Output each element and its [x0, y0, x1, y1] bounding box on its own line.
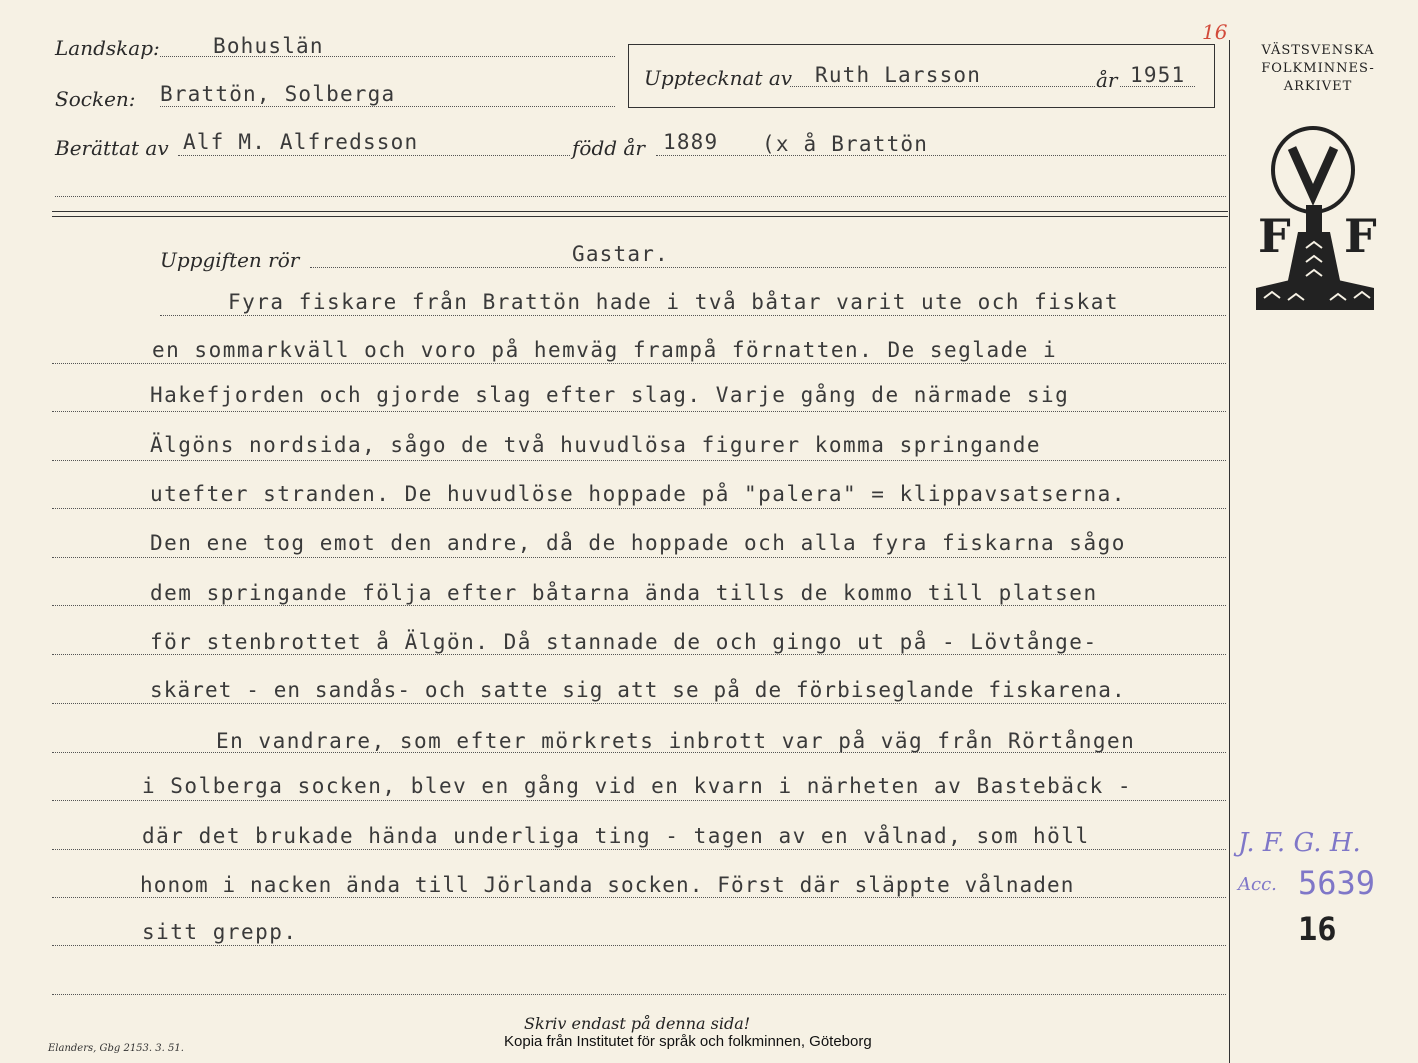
- socken-label: Socken:: [55, 87, 136, 111]
- footer-copy-note: Kopia från Institutet för språk och folkminnen, Göteborg: [504, 1033, 872, 1050]
- body-line-3: Hakefjorden och gjorde slag efter slag. Varje gång de närmade sig: [150, 383, 1070, 407]
- ruled-line: [52, 654, 1226, 655]
- ruled-line: [52, 460, 1226, 461]
- header-rule-top: [52, 211, 1228, 212]
- ruled-line: [52, 508, 1226, 509]
- subject-label: Uppgiften rör: [160, 248, 300, 272]
- ruled-line: [52, 897, 1226, 898]
- berattat-label: Berättat av: [55, 136, 169, 160]
- archive-line-3: ARKIVET: [1283, 79, 1353, 94]
- margin-rule: [1229, 40, 1230, 1063]
- ruled-line: [52, 605, 1226, 606]
- body-line-14: sitt grepp.: [142, 920, 298, 944]
- body-line-11: i Solberga socken, blev en gång vid en kvarn i närheten av Bastebäck -: [142, 774, 1133, 798]
- fodd-value: 1889: [663, 130, 719, 154]
- ruled-line: [52, 703, 1226, 704]
- vff-hammer-logo-icon: [1250, 120, 1390, 320]
- body-line-10: En vandrare, som efter mörkrets inbrott var på väg från Rörtången: [216, 729, 1136, 753]
- ruled-line: [52, 945, 1226, 946]
- body-line-13: honom i nacken ända till Jörlanda socken. Först där släppte vålnaden: [140, 873, 1075, 897]
- svg-text:F: F: [1258, 209, 1291, 263]
- landskap-label: Landskap:: [55, 36, 160, 60]
- ruled-line: [52, 800, 1226, 801]
- landskap-value: Bohuslän: [213, 34, 324, 58]
- ar-label: år: [1096, 68, 1118, 92]
- svg-text:F: F: [1344, 209, 1377, 263]
- stamp-acc-number: 5639: [1298, 864, 1376, 902]
- footer-instruction: Skriv endast på denna sida!: [524, 1014, 751, 1033]
- header-rule-bottom: [52, 216, 1228, 217]
- body-line-8: för stenbrottet å Älgön. Då stannade de och gingo ut på - Lövtånge-: [150, 630, 1098, 654]
- body-line-6: Den ene tog emot den andre, då de hoppade och alla fyra fiskarna sågo: [150, 531, 1126, 555]
- fodd-extra: (x å Brattön: [762, 132, 929, 156]
- ruled-line: [52, 363, 1226, 364]
- ruled-line: [52, 849, 1226, 850]
- body-line-9: skäret - en sandås- och satte sig att se på de förbiseglande fiskarena.: [150, 678, 1126, 702]
- body-line-7: dem springande följa efter båtarna ända tills de kommo till platsen: [150, 581, 1098, 605]
- archive-line-2: FOLKMINNES-: [1261, 61, 1375, 76]
- berattat-value: Alf M. Alfredsson: [183, 130, 419, 154]
- body-line-4: Älgöns nordsida, sågo de två huvudlösa figurer komma springande: [150, 433, 1042, 457]
- body-line-2: en sommarkväll och voro på hemväg frampå förnatten. De seglade i: [152, 338, 1058, 362]
- ruled-line: [52, 557, 1226, 558]
- fodd-line: [656, 155, 1226, 156]
- archive-line-1: VÄSTSVENSKA: [1261, 43, 1375, 58]
- upptecknat-value: Ruth Larsson: [815, 63, 982, 87]
- archive-name: [1243, 42, 1393, 96]
- footer-printer: Elanders, Gbg 2153. 3. 51.: [48, 1043, 184, 1054]
- body-line-1: Fyra fiskare från Brattön hade i två båtar varit ute och fiskat: [228, 290, 1120, 314]
- fodd-label: född år: [572, 136, 645, 160]
- socken-value: Brattön, Solberga: [160, 82, 396, 106]
- upptecknat-label: Upptecknat av: [644, 66, 793, 90]
- stamp-number: 16: [1298, 910, 1337, 948]
- body-line-12: där det brukade hända underliga ting - tagen av en vålnad, som höll: [142, 824, 1090, 848]
- body-line-5: utefter stranden. De huvudlöse hoppade på "palera" = klippavsatserna.: [150, 482, 1126, 506]
- berattat-line: [178, 155, 570, 156]
- page-mark: 16: [1202, 20, 1228, 44]
- socken-line: [160, 106, 615, 107]
- header-extra-line: [55, 196, 1226, 197]
- stamp-initials: J. F. G. H.: [1238, 828, 1361, 858]
- ruled-line: [160, 315, 1226, 316]
- ruled-line: [52, 411, 1226, 412]
- subject-line: [310, 267, 1226, 268]
- stamp-acc-label: Acc.: [1238, 874, 1277, 895]
- ruled-line: [52, 994, 1226, 995]
- ar-value: 1951: [1130, 63, 1186, 87]
- subject-value: Gastar.: [572, 242, 669, 266]
